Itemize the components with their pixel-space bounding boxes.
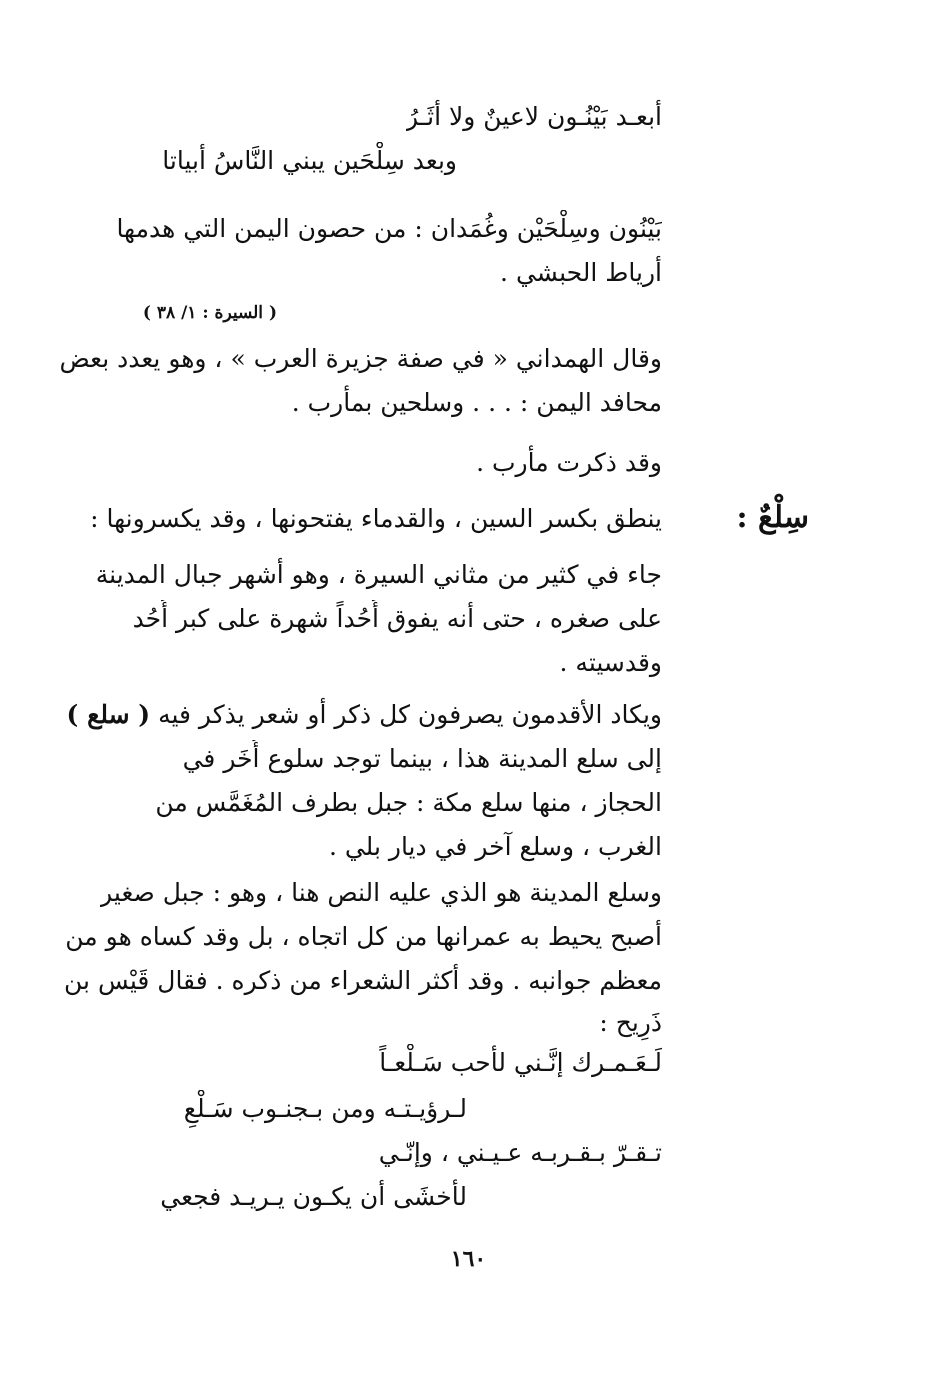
marib-line: وقد ذكرت مأرب .	[476, 448, 662, 477]
poem-1-line-1: أبعـد بَيْنُـون لاعينٌ ولا أثَـرُ	[406, 102, 662, 131]
note-line-2: أرياط الحبشي .	[500, 258, 662, 287]
para-1-line-1: جاء في كثير من مثاني السيرة ، وهو أشهر جبال المدينة	[95, 560, 662, 589]
hamdani-line-2: محافد اليمن : . . . وسلحين بمأرب .	[291, 388, 662, 417]
para-3-line-4: ذَرِيح :	[599, 1008, 662, 1037]
para-2-line-1	[67, 696, 662, 734]
para-3-line-1: وسلع المدينة هو الذي عليه النص هنا ، وهو : جبل صغير	[100, 878, 662, 907]
poem-2-line-3: تـقـرّ بـقـربـه عـيـني ، وإنّـي	[378, 1138, 662, 1167]
para-2-line-4: الغرب ، وسلع آخر في ديار بلي .	[328, 832, 662, 861]
poem-1-line-2: وبعد سِلْحَين يبني النَّاسُ أبياتا	[162, 146, 457, 175]
para-1-line-2: على صغره ، حتى أنه يفوق أُحُداً شهرة على كبر أُحُد	[132, 604, 662, 633]
entry-headword: سِلْعٌ :	[736, 500, 809, 535]
poem-2-line-4: لأخشَى أن يكـون يـريـد فجعي	[160, 1182, 467, 1211]
para-2-line-2: إلى سلع المدينة هذا ، بينما توجد سلوع أُخَر في	[182, 744, 662, 773]
page-number: ١٦٠	[450, 1246, 487, 1272]
para-3-line-2: أصبح يحيط به عمرانها من كل اتجاه ، بل وقد كساه هو من	[65, 922, 662, 951]
hamdani-line-1: وقال الهمداني « في صفة جزيرة العرب » ، وهو يعدد بعض	[59, 344, 662, 373]
poem-2-line-2: لـرؤيـتـه ومن بـجنـوب سَـلْعِ	[183, 1094, 467, 1123]
note-line-1: بَيْنُون وسِلْحَيْن وغُمَدان : من حصون اليمن التي هدمها	[116, 214, 662, 243]
para-2-line-1-text: ويكاد الأقدمون يصرفون كل ذكر أو شعر يذكر فيه	[158, 700, 662, 729]
para-2-keyword: ( سلع )	[66, 700, 151, 729]
poem-2-line-1: لَـعَـمـرك إنَّـني لأحب سَـلْعـاً	[379, 1048, 662, 1077]
entry-intro: ينطق بكسر السين ، والقدماء يفتحونها ، وقد يكسرونها :	[90, 504, 662, 533]
source-citation: ( السيرة : ١/ ٣٨ )	[142, 303, 277, 323]
para-1-line-3: وقدسيته .	[559, 648, 662, 677]
para-2-line-3: الحجاز ، منها سلع مكة : جبل بطرف المُغَمَّس من	[155, 788, 662, 817]
para-3-line-3: معظم جوانبه . وقد أكثر الشعراء من ذكره . فقال قَيْس بن	[64, 966, 662, 995]
